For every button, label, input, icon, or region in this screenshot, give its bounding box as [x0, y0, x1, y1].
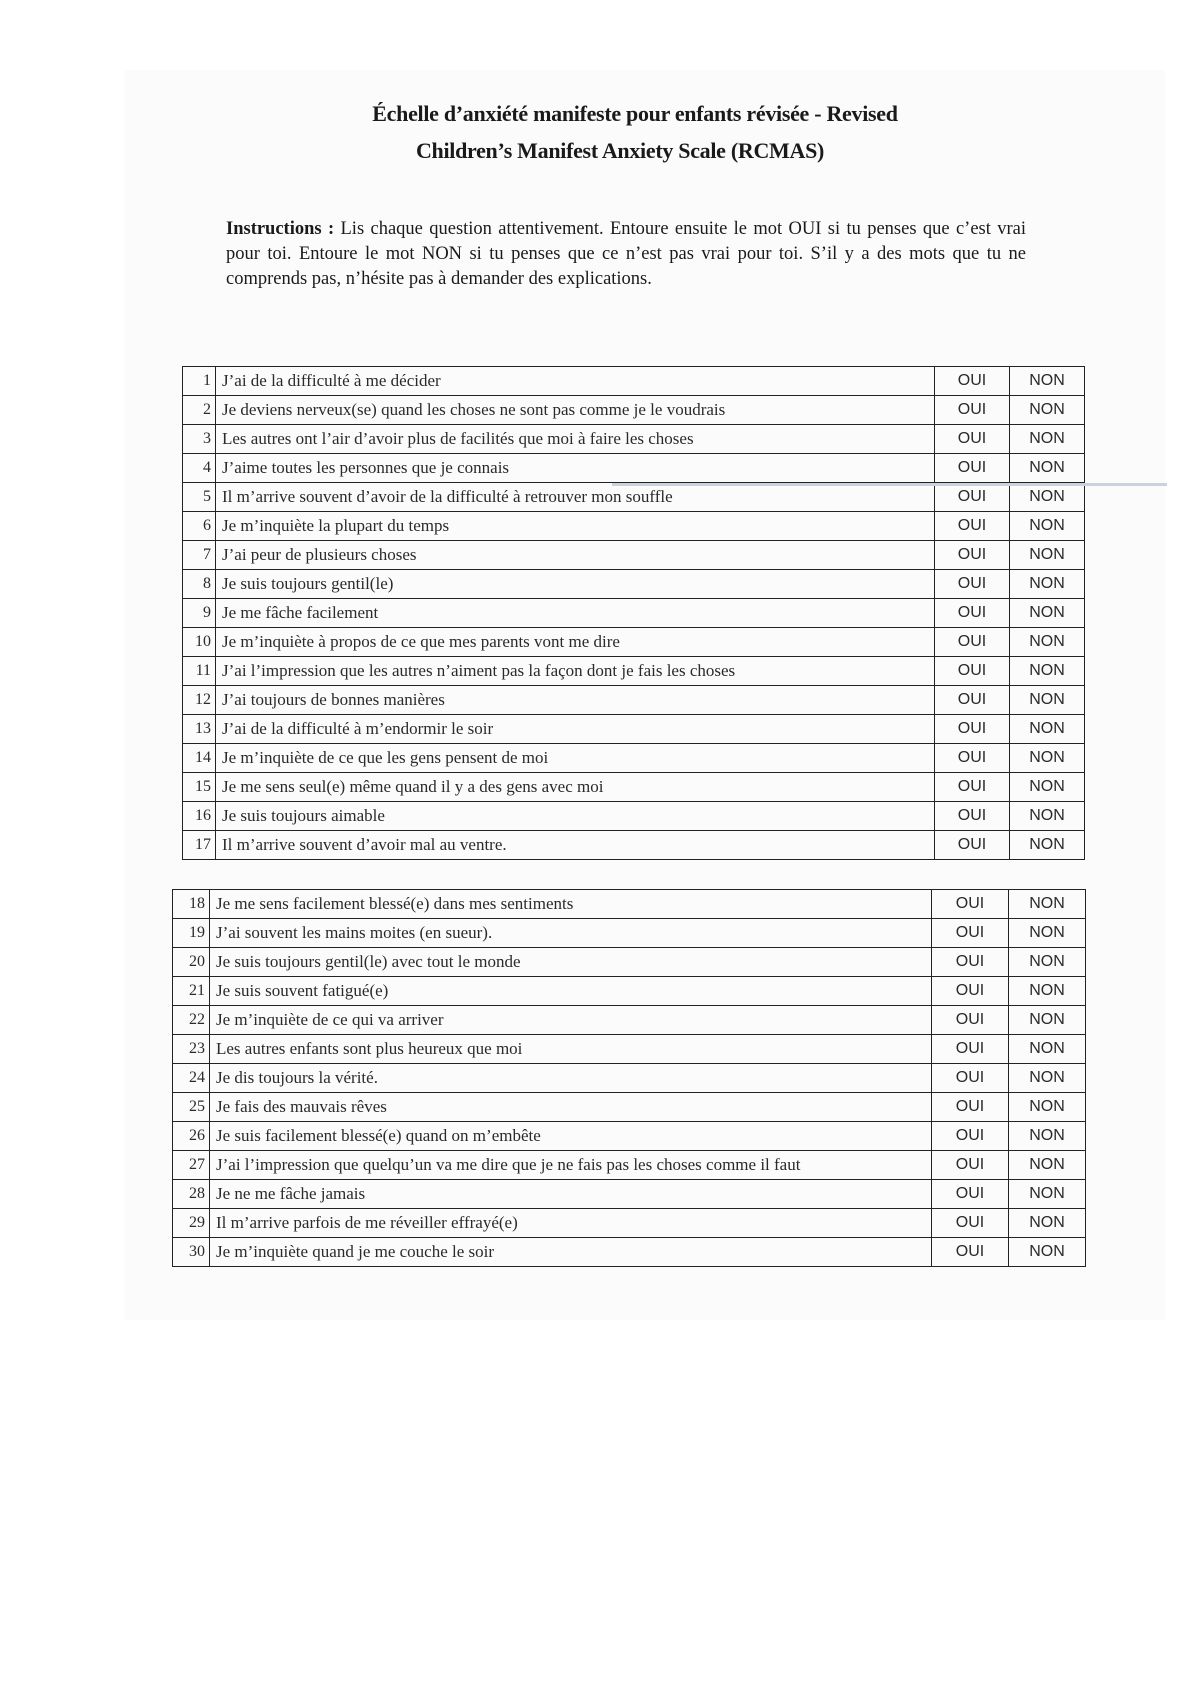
answer-non[interactable]: NON [1009, 1209, 1086, 1238]
question-row [173, 977, 1086, 1006]
answer-oui[interactable]: OUI [932, 1035, 1009, 1064]
question-number: 11 [183, 657, 216, 686]
questionnaire-table-part2 [172, 889, 1086, 1267]
question-row [183, 773, 1085, 802]
question-row [183, 802, 1085, 831]
question-number: 22 [173, 1006, 210, 1035]
question-row [173, 1064, 1086, 1093]
question-text: J’ai l’impression que quelqu’un va me dire que je ne fais pas les choses comme il faut [210, 1151, 932, 1180]
question-text: Je me sens seul(e) même quand il y a des gens avec moi [216, 773, 935, 802]
question-number: 27 [173, 1151, 210, 1180]
question-number: 30 [173, 1238, 210, 1267]
answer-oui[interactable]: OUI [932, 1238, 1009, 1267]
question-row [173, 1006, 1086, 1035]
answer-oui[interactable]: OUI [935, 425, 1010, 454]
question-text: Je m’inquiète la plupart du temps [216, 512, 935, 541]
question-row [183, 599, 1085, 628]
question-row [173, 1151, 1086, 1180]
question-row [173, 1035, 1086, 1064]
question-row [173, 919, 1086, 948]
answer-non[interactable]: NON [1010, 483, 1085, 512]
question-text: Je deviens nerveux(se) quand les choses ne sont pas comme je le voudrais [216, 396, 935, 425]
answer-oui[interactable]: OUI [935, 512, 1010, 541]
answer-non[interactable]: NON [1010, 686, 1085, 715]
question-text: Je suis toujours gentil(le) [216, 570, 935, 599]
question-text: Je m’inquiète de ce qui va arriver [210, 1006, 932, 1035]
answer-oui[interactable]: OUI [935, 396, 1010, 425]
answer-non[interactable]: NON [1010, 541, 1085, 570]
question-text: J’ai de la difficulté à m’endormir le soir [216, 715, 935, 744]
answer-oui[interactable]: OUI [932, 1122, 1009, 1151]
question-number: 8 [183, 570, 216, 599]
answer-non[interactable]: NON [1009, 919, 1086, 948]
instructions-label: Instructions : [226, 219, 335, 239]
question-number: 15 [183, 773, 216, 802]
question-row [183, 425, 1085, 454]
question-number: 12 [183, 686, 216, 715]
question-text: Je me sens facilement blessé(e) dans mes sentiments [210, 890, 932, 919]
answer-oui[interactable]: OUI [932, 890, 1009, 919]
answer-oui[interactable]: OUI [935, 367, 1010, 396]
question-text: Je fais des mauvais rêves [210, 1093, 932, 1122]
answer-non[interactable]: NON [1010, 512, 1085, 541]
question-text: Je ne me fâche jamais [210, 1180, 932, 1209]
question-number: 26 [173, 1122, 210, 1151]
question-row [173, 948, 1086, 977]
answer-non[interactable]: NON [1010, 657, 1085, 686]
question-row [183, 483, 1085, 512]
question-text: J’aime toutes les personnes que je connais [216, 454, 935, 483]
question-number: 4 [183, 454, 216, 483]
question-number: 29 [173, 1209, 210, 1238]
question-row [183, 744, 1085, 773]
answer-oui[interactable]: OUI [932, 919, 1009, 948]
title-line-2: Children’s Manifest Anxiety Scale (RCMAS) [415, 138, 825, 163]
question-row [183, 512, 1085, 541]
question-number: 28 [173, 1180, 210, 1209]
answer-non[interactable]: NON [1010, 744, 1085, 773]
answer-non[interactable]: NON [1009, 890, 1086, 919]
question-row [183, 831, 1085, 860]
question-number: 3 [183, 425, 216, 454]
question-row [183, 715, 1085, 744]
question-row [183, 541, 1085, 570]
answer-non[interactable]: NON [1009, 1238, 1086, 1267]
question-row [173, 1122, 1086, 1151]
question-text: Il m’arrive souvent d’avoir mal au ventre. [216, 831, 935, 860]
answer-non[interactable]: NON [1009, 1122, 1086, 1151]
question-text: Je suis facilement blessé(e) quand on m’embête [210, 1122, 932, 1151]
question-text: J’ai toujours de bonnes manières [216, 686, 935, 715]
instructions-paragraph [226, 217, 1026, 292]
answer-oui[interactable]: OUI [932, 977, 1009, 1006]
answer-oui[interactable]: OUI [932, 1006, 1009, 1035]
question-text: J’ai l’impression que les autres n’aiment pas la façon dont je fais les choses [216, 657, 935, 686]
question-number: 6 [183, 512, 216, 541]
answer-oui[interactable]: OUI [932, 1093, 1009, 1122]
question-row [183, 396, 1085, 425]
answer-oui[interactable]: OUI [932, 1180, 1009, 1209]
question-row [173, 890, 1086, 919]
scan-artifact-line [612, 483, 1167, 486]
question-text: J’ai souvent les mains moites (en sueur). [210, 919, 932, 948]
question-number: 5 [183, 483, 216, 512]
answer-oui[interactable]: OUI [932, 1151, 1009, 1180]
answer-oui[interactable]: OUI [935, 686, 1010, 715]
answer-non[interactable]: NON [1010, 454, 1085, 483]
answer-oui[interactable]: OUI [935, 483, 1010, 512]
question-number: 24 [173, 1064, 210, 1093]
answer-oui[interactable]: OUI [932, 1209, 1009, 1238]
answer-non[interactable]: NON [1010, 425, 1085, 454]
answer-non[interactable]: NON [1010, 802, 1085, 831]
questionnaire-table-part1 [182, 366, 1085, 860]
question-number: 10 [183, 628, 216, 657]
answer-non[interactable]: NON [1009, 1151, 1086, 1180]
question-text: Je dis toujours la vérité. [210, 1064, 932, 1093]
question-row [173, 1093, 1086, 1122]
answer-oui[interactable]: OUI [935, 570, 1010, 599]
question-text: Je m’inquiète quand je me couche le soir [210, 1238, 932, 1267]
answer-non[interactable]: NON [1009, 1035, 1086, 1064]
question-row [183, 367, 1085, 396]
question-number: 1 [183, 367, 216, 396]
question-number: 9 [183, 599, 216, 628]
instructions-text: Lis chaque question attentivement. Entoure ensuite le mot OUI si tu penses que c’est vrai pour toi. Entoure le mot NON si tu penses que ce n’est pas vrai pour toi. S’il y a des mots que tu ne comprends pas, n’hésite pas à demander des explications. [226, 219, 1027, 289]
question-row [173, 1209, 1086, 1238]
question-text: Les autres enfants sont plus heureux que moi [210, 1035, 932, 1064]
question-number: 2 [183, 396, 216, 425]
answer-oui[interactable]: OUI [935, 657, 1010, 686]
question-row [183, 686, 1085, 715]
answer-non[interactable]: NON [1010, 628, 1085, 657]
question-row [173, 1180, 1086, 1209]
question-text: J’ai de la difficulté à me décider [216, 367, 935, 396]
question-row [183, 454, 1085, 483]
answer-non[interactable]: NON [1009, 1180, 1086, 1209]
question-number: 17 [183, 831, 216, 860]
question-number: 21 [173, 977, 210, 1006]
question-row [173, 1238, 1086, 1267]
answer-oui[interactable]: OUI [935, 715, 1010, 744]
question-text: Je suis souvent fatigué(e) [210, 977, 932, 1006]
question-number: 14 [183, 744, 216, 773]
answer-non[interactable]: NON [1009, 977, 1086, 1006]
question-row [183, 657, 1085, 686]
answer-oui[interactable]: OUI [932, 1064, 1009, 1093]
question-text: J’ai peur de plusieurs choses [216, 541, 935, 570]
question-number: 19 [173, 919, 210, 948]
question-text: Je me fâche facilement [216, 599, 935, 628]
question-number: 20 [173, 948, 210, 977]
question-number: 7 [183, 541, 216, 570]
question-number: 18 [173, 890, 210, 919]
question-text: Il m’arrive souvent d’avoir de la difficulté à retrouver mon souffle [216, 483, 935, 512]
question-text: Les autres ont l’air d’avoir plus de facilités que moi à faire les choses [216, 425, 935, 454]
answer-oui[interactable]: OUI [935, 541, 1010, 570]
question-row [183, 570, 1085, 599]
answer-non[interactable]: NON [1010, 396, 1085, 425]
answer-non[interactable]: NON [1010, 715, 1085, 744]
question-text: Je suis toujours aimable [216, 802, 935, 831]
question-text: Je suis toujours gentil(le) avec tout le monde [210, 948, 932, 977]
question-row [183, 628, 1085, 657]
answer-oui[interactable]: OUI [932, 948, 1009, 977]
question-number: 16 [183, 802, 216, 831]
answer-oui[interactable]: OUI [935, 454, 1010, 483]
question-number: 23 [173, 1035, 210, 1064]
answer-oui[interactable]: OUI [935, 744, 1010, 773]
answer-oui[interactable]: OUI [935, 773, 1010, 802]
question-number: 13 [183, 715, 216, 744]
answer-non[interactable]: NON [1009, 948, 1086, 977]
answer-oui[interactable]: OUI [935, 831, 1010, 860]
answer-non[interactable]: NON [1009, 1006, 1086, 1035]
answer-non[interactable]: NON [1009, 1093, 1086, 1122]
question-text: Je m’inquiète à propos de ce que mes parents vont me dire [216, 628, 935, 657]
page-title [0, 95, 1200, 169]
question-text: Je m’inquiète de ce que les gens pensent de moi [216, 744, 935, 773]
answer-oui[interactable]: OUI [935, 802, 1010, 831]
answer-non[interactable]: NON [1010, 773, 1085, 802]
question-number: 25 [173, 1093, 210, 1122]
answer-non[interactable]: NON [1010, 831, 1085, 860]
answer-oui[interactable]: OUI [935, 628, 1010, 657]
answer-non[interactable]: NON [1010, 570, 1085, 599]
question-text: Il m’arrive parfois de me réveiller effrayé(e) [210, 1209, 932, 1238]
answer-non[interactable]: NON [1010, 599, 1085, 628]
title-line-1: Échelle d’anxiété manifeste pour enfants révisée - Revised [372, 101, 898, 126]
answer-non[interactable]: NON [1009, 1064, 1086, 1093]
answer-non[interactable]: NON [1010, 367, 1085, 396]
answer-oui[interactable]: OUI [935, 599, 1010, 628]
